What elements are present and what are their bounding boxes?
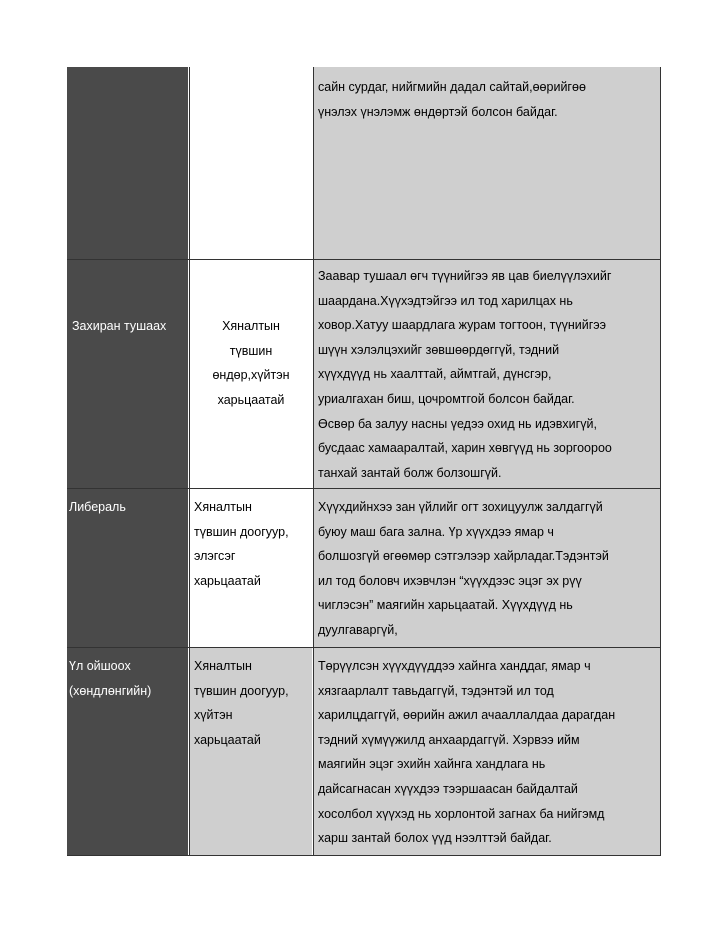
- style-cell: [67, 67, 188, 259]
- description-text: Төрүүлсэн хүүхдүүддээ хайнга ханддаг, ямар ч хязгаарлалт тавьдаггүй, тэдэнтэй ил тод харилцдаггүй, өөрийн ажил ачааллалдаа дарагдан тэдний хүмүүжилд анхаардаггүй. Хэрвээ ийм маягийн эцэг эхийн хайнга хандлага нь дайсагнасан хүүхдээ тээршаасан байдалтай хосолбол хүүхэд нь хорлонтой загнах ба нийгэмд харш зантай болох үүд нээлттэй байдаг.: [318, 659, 616, 846]
- table-row: [67, 648, 661, 856]
- control-cell: [189, 489, 312, 647]
- style-cell: [67, 489, 188, 647]
- description-cell: [313, 648, 661, 855]
- table-row: [67, 67, 661, 260]
- style-name: Захиран тушаах: [72, 319, 167, 333]
- style-cell: [67, 648, 188, 855]
- control-text: Хяналтын түвшин доогуур, элэгсэг харьцаатай: [194, 500, 289, 588]
- description-text: сайн сурдаг, нийгмийн дадал сайтай,өөрийгөө үнэлэх үнэлэмж өндөртэй болсон байдаг.: [318, 80, 586, 119]
- control-cell: [189, 67, 312, 259]
- description-text: Хүүхдийнхээ зан үйлийг огт зохицуулж залдаггүй буюу маш бага зална. Үр хүүхдээ ямар ч болшозгүй өгөөмөр сэтгэлээр хайрладаг.Тэдэнтэй ил тод боловч ихэвчлэн “хүүхдээс эцэг эх рүү чиглэсэн” маягийн харьцаатай. Хүүхдүүд нь дуулгаваргүй,: [318, 500, 609, 637]
- description-text: Заавар тушаал өгч түүнийгээ яв цав биелүүлэхийг шаардана.Хүүхэдтэйгээ ил тод харилцах нь ховор.Хатуу шаардлага журам тогтоон, түүнийгээ шүүн хэлэлцэхийг зөвшөөрдөггүй, тэдний хүүхдүүд нь хаалттай, аймтгай, дүнсгэр, уриалгахан биш, цочромтгой болсон байдаг. Өсвөр ба залуу насны үедээ охид нь идэвхигүй, бусдаас хамааралтай, харин хөвгүүд нь зоргоороо танхай зантай болж болзошгүй.: [318, 269, 612, 480]
- description-cell: [313, 489, 661, 647]
- style-cell: [67, 260, 188, 488]
- parenting-styles-table: [67, 67, 661, 856]
- style-name: Либераль: [69, 500, 126, 514]
- control-text: Хяналтын түвшин доогуур, хүйтэн харьцаатай: [194, 659, 289, 747]
- description-cell: [313, 260, 661, 488]
- table-row: [67, 260, 661, 489]
- control-cell: [189, 648, 312, 855]
- style-name: Үл ойшоох (хөндлөнгийн): [69, 659, 152, 698]
- table-row: [67, 489, 661, 648]
- control-cell: [189, 260, 312, 488]
- control-text: Хяналтын түвшин өндөр,хүйтэн харьцаатай: [212, 319, 290, 407]
- description-cell: [313, 67, 661, 259]
